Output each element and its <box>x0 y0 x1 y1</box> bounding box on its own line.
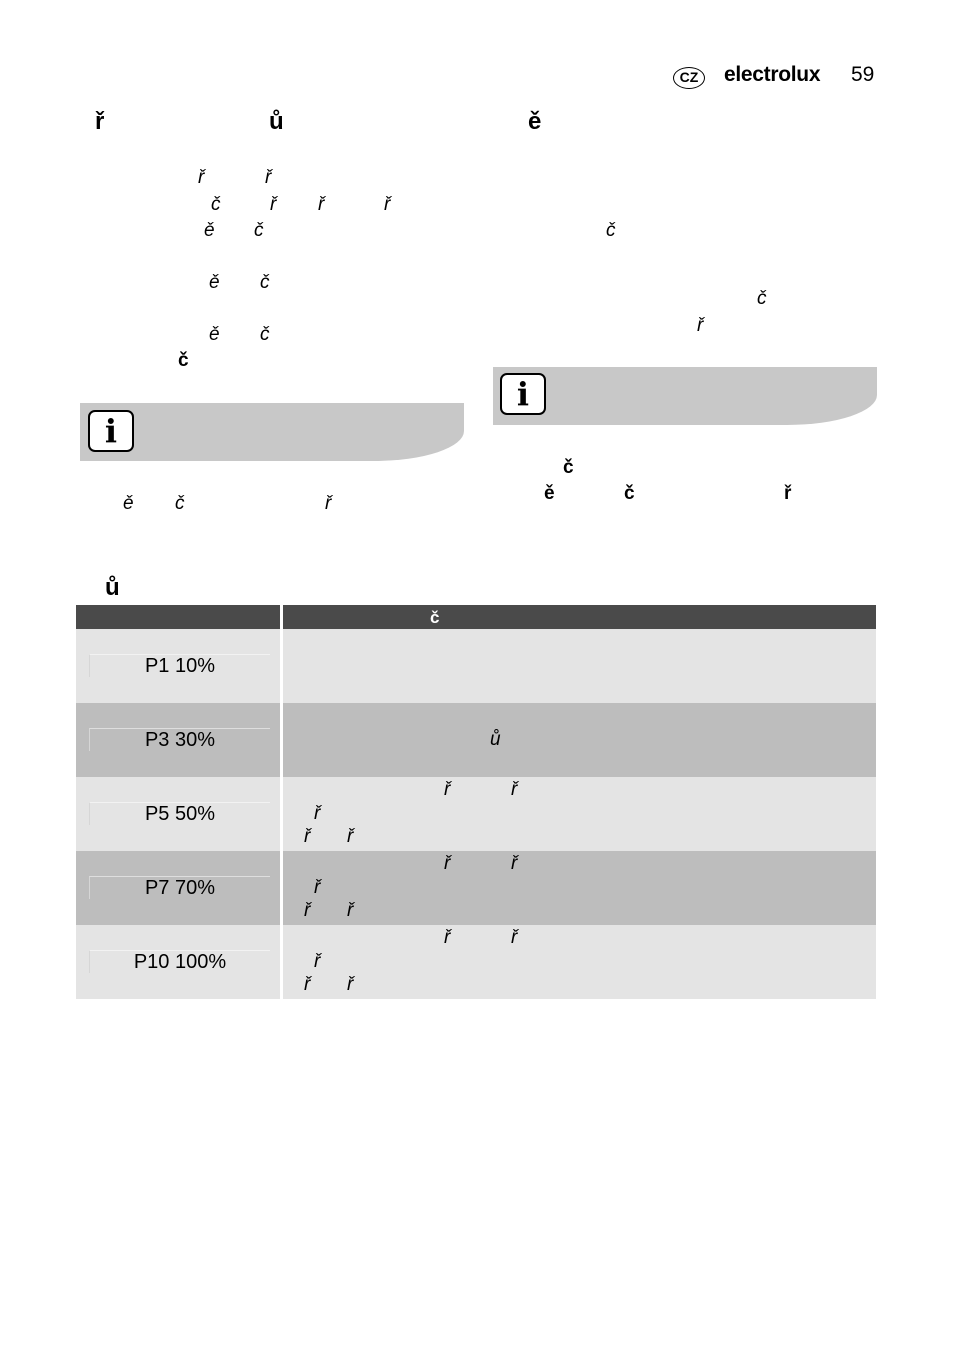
level-cell <box>76 777 283 851</box>
right-note-char: ě <box>544 483 555 504</box>
left-text-char: ě <box>204 220 215 241</box>
brand-name: electrolux <box>724 63 821 86</box>
left-note-char: ě <box>123 493 134 514</box>
row-text-char: ř <box>314 951 321 972</box>
row-text-char: ř <box>304 900 311 921</box>
row-text-char: ř <box>511 927 518 948</box>
table-row <box>76 777 876 851</box>
language-badge: CZ <box>673 67 705 89</box>
left-text-char: ř <box>384 194 391 215</box>
table-header-cell-1 <box>76 605 283 629</box>
table-header-row <box>76 605 876 629</box>
level-cell <box>76 629 283 703</box>
row-text-char: ř <box>304 974 311 995</box>
row-text-char: ř <box>511 853 518 874</box>
level-value: P3 30% <box>89 728 270 751</box>
right-text-char: č <box>606 220 616 241</box>
info-icon: i <box>500 373 546 415</box>
row-text-char: ř <box>444 779 451 800</box>
left-heading-char-2: ů <box>269 108 284 135</box>
level-cell <box>76 925 283 999</box>
table-row <box>76 629 876 703</box>
left-text-char: ě <box>209 324 220 345</box>
table-header-cell-2: č <box>430 608 440 627</box>
right-info-box <box>493 367 877 425</box>
left-text-char: ř <box>198 167 205 188</box>
left-note-char: č <box>175 493 185 514</box>
table-row <box>76 925 876 999</box>
row-text-char: ř <box>304 826 311 847</box>
info-icon: i <box>88 410 134 452</box>
level-value: P10 100% <box>89 950 270 973</box>
row-text-char: ř <box>347 826 354 847</box>
table-heading: ů <box>105 574 120 601</box>
left-text-char: ř <box>318 194 325 215</box>
table-row <box>76 851 876 925</box>
table-row <box>76 703 876 777</box>
row-text-char: ř <box>347 900 354 921</box>
left-text-char: č <box>260 272 270 293</box>
left-info-box <box>80 403 464 461</box>
level-cell <box>76 703 283 777</box>
left-text-char: č <box>254 220 264 241</box>
right-note-char: č <box>563 457 574 478</box>
row-text-char: ř <box>347 974 354 995</box>
right-text-char: ř <box>697 315 704 336</box>
left-text-char: ř <box>265 167 272 188</box>
level-value: P5 50% <box>89 802 270 825</box>
row-text-char: ř <box>444 853 451 874</box>
right-note-char: ř <box>784 483 792 504</box>
row-text-char: ř <box>511 779 518 800</box>
power-level-table <box>76 605 876 999</box>
page-number: 59 <box>851 63 875 86</box>
left-text-char: č <box>211 194 221 215</box>
row-text-char: ř <box>444 927 451 948</box>
level-value: P1 10% <box>89 654 270 677</box>
row-text-char: ů <box>490 729 501 750</box>
right-note-char: č <box>624 483 635 504</box>
left-bold-char: č <box>178 350 189 371</box>
level-cell <box>76 851 283 925</box>
level-value: P7 70% <box>89 876 270 899</box>
left-note-char: ř <box>325 493 332 514</box>
row-text-char: ř <box>314 803 321 824</box>
left-heading-char-1: ř <box>95 108 105 135</box>
left-text-char: ě <box>209 272 220 293</box>
left-text-char: č <box>260 324 270 345</box>
right-heading-char: ě <box>528 108 542 135</box>
left-text-char: ř <box>270 194 277 215</box>
row-text-char: ř <box>314 877 321 898</box>
right-text-char: č <box>757 288 767 309</box>
